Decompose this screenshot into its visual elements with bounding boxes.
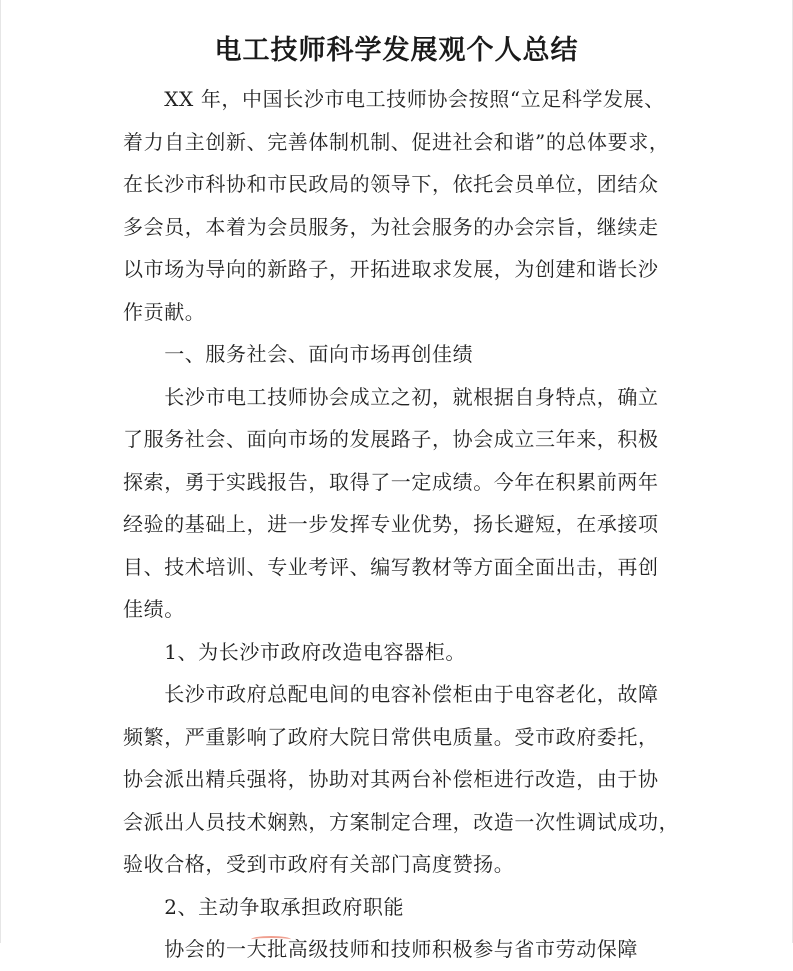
text-line: 探索，勇于实践报告，取得了一定成绩。今年在积累前两年 — [123, 469, 659, 494]
text-line: 多会员，本着为会员服务，为社会服务的办会宗旨，继续走 — [123, 214, 659, 239]
text-line: 协会派出精兵强将，协助对其两台补偿柜进行改造，由于协 — [123, 767, 659, 791]
text-line: 长沙市电工技师协会成立之初，就根据自身特点，确立 — [123, 384, 659, 409]
text-line: 会派出人员技术娴熟，方案制定合理，改造一次性调试成功， — [123, 809, 680, 834]
text-line: 以市场为导向的新路子，开拓进取求发展，为创建和谐长沙 — [123, 257, 659, 281]
text-line: 作贡献。 — [123, 299, 206, 324]
text-line: 佳绩。 — [123, 597, 185, 621]
text-line: 验收合格，受到市政府有关部门高度赞扬。 — [123, 852, 515, 876]
text-line: 目、技术培训、专业考评、编写教材等方面全面出击，再创 — [123, 554, 659, 579]
annotation-mark — [251, 936, 291, 943]
text-line: 协会的一大批高级技师和技师积极参与省市劳动保障 — [123, 937, 638, 961]
document-body — [123, 78, 683, 971]
text-line: 长沙市政府总配电间的电容补偿柜由于电容老化，故障 — [123, 682, 659, 706]
subsection-heading: 1、为长沙市政府改造电容器柜。 — [123, 639, 466, 664]
text-line: 经验的基础上，进一步发挥专业优势，扬长避短，在承接项 — [123, 512, 659, 536]
text-line: 频繁，严重影响了政府大院日常供电质量。受市政府委托， — [123, 724, 659, 749]
text-line: 着力自主创新、完善体制机制、促进社会和谐”的总体要求， — [123, 129, 670, 154]
subsection-heading: 2、主动争取承担政府职能 — [123, 894, 405, 919]
text-line: 在长沙市科协和市民政局的领导下，依托会员单位，团结众 — [123, 172, 659, 196]
text-line: XX 年，中国长沙市电工技师协会按照“立足科学发展、 — [123, 87, 665, 111]
text-line: 了服务社会、面向市场的发展路子，协会成立三年来，积极 — [123, 427, 659, 451]
document-title: 电工技师科学发展观个人总结 — [214, 35, 579, 66]
section-heading: 一、服务社会、面向市场再创佳绩 — [123, 342, 474, 366]
